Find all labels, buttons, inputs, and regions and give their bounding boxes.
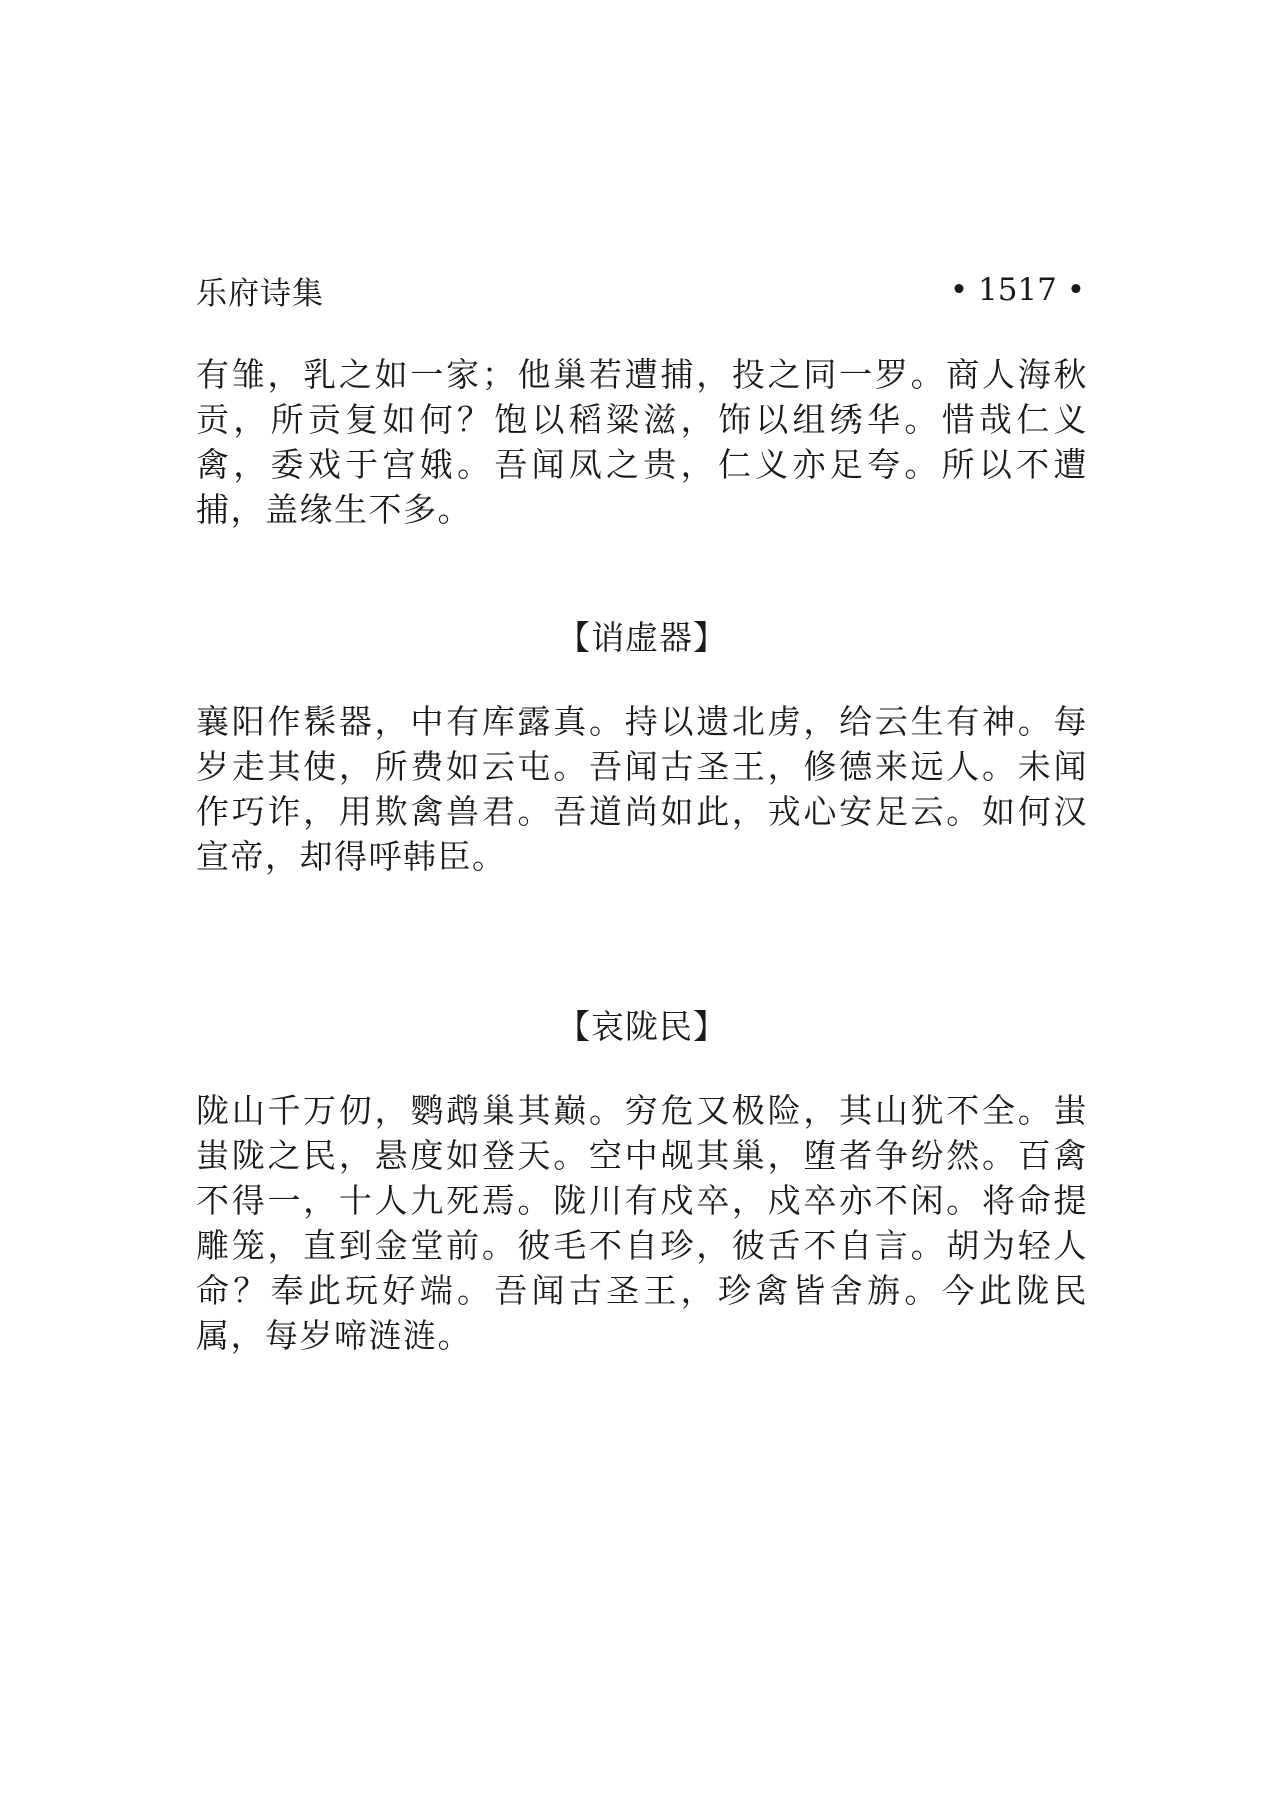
page-header bbox=[196, 268, 1085, 312]
poem-title-xiaoxuqi: 【诮虚器】 bbox=[557, 618, 727, 657]
poem-text: 襄阳作髹器，中有库露真。持以遗北虏，给云生有神。每岁走其使，所费如云屯。吾闻古圣王，修德来远人。未闻作巧诈，用欺禽兽君。吾道尚如此，戎心安足云。如何汉宣帝，却得呼韩臣。 bbox=[196, 702, 1088, 876]
poem-continuation bbox=[196, 352, 1088, 532]
poem-text: 陇山千万仞，鹦鹉巢其巅。穷危又极险，其山犹不全。蚩蚩陇之民，悬度如登天。空中觇其巢，堕者争纷然。百禽不得一，十人九死焉。陇川有戍卒，戍卒亦不闲。将命提雕笼，直到金堂前。彼毛不自珍，彼舌不自言。胡为轻人命？奉此玩好端。吾闻古圣王，珍禽皆舍旃。今此陇民属，每岁啼涟涟。 bbox=[196, 1091, 1088, 1355]
poem-body-xiaoxuqi bbox=[196, 699, 1088, 879]
page-number: • 1517 • bbox=[949, 272, 1085, 308]
poem-title-ailongmin: 【哀陇民】 bbox=[557, 1007, 727, 1046]
poem-body-ailongmin bbox=[196, 1088, 1088, 1358]
poem-text: 有雏，乳之如一家；他巢若遭捕，投之同一罗。商人海秋贡，所贡复如何？饱以稻粱滋，饰以组绣华。惜哉仁义禽，委戏于宫娥。吾闻凤之贵，仁义亦足夸。所以不遭捕，盖缘生不多。 bbox=[196, 355, 1088, 529]
book-title: 乐府诗集 bbox=[196, 275, 324, 312]
